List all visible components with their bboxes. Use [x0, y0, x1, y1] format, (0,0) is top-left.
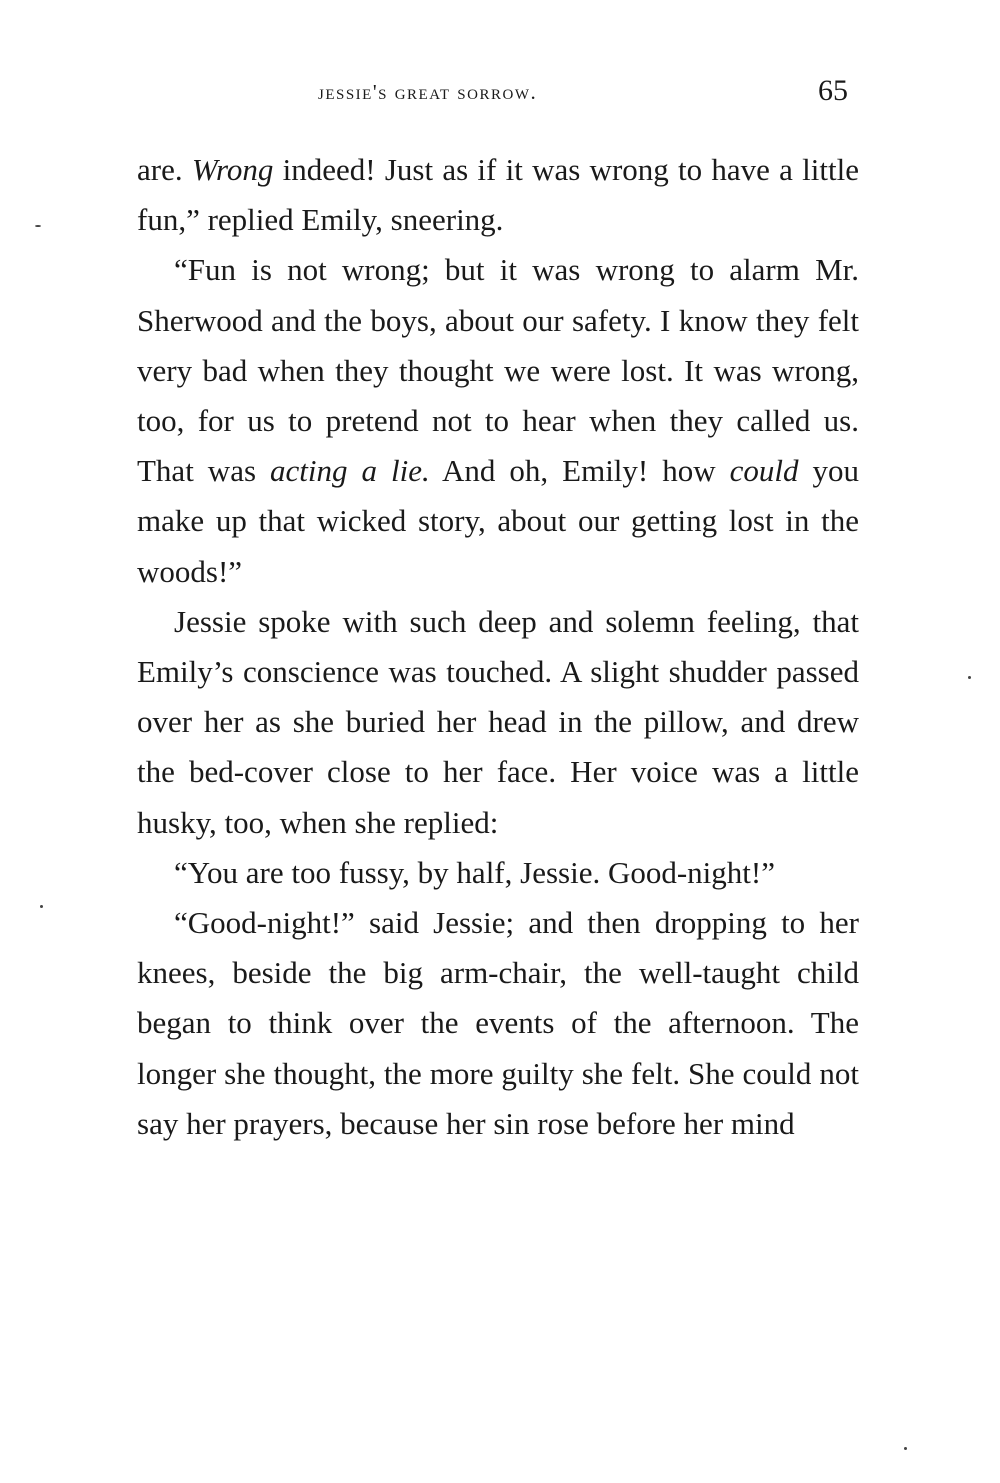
paragraph — [137, 145, 859, 245]
text-run: are. — [137, 152, 192, 187]
text-run: “Good-night!” said Jessie; and then dropping to her knees, beside the big arm-chair, the well-taught child began to think over the events of the afternoon. The longer she thought, the more guilty she felt. She could not say her prayers, because her sin rose before her mind — [137, 905, 859, 1141]
text-run: indeed! Just as if it was wrong to have a little fun,” replied Emily, sneering. — [137, 152, 859, 238]
body-text — [137, 145, 859, 1149]
text-run: “Fun is not wrong; but it was wrong to alarm Mr. Sherwood and the boys, about our safety. I know they felt very bad when they thought we were lost. It was wrong, too, for us to pretend not to hear when they called us. That was — [137, 252, 859, 489]
paragraph — [137, 848, 859, 898]
italic-run: Wrong — [191, 152, 274, 187]
paper-speck — [40, 905, 43, 908]
italic-run: acting a lie. — [270, 453, 430, 489]
paragraph — [137, 898, 859, 1149]
paragraph — [137, 245, 859, 596]
italic-run: could — [729, 453, 799, 489]
text-run: you make up that wicked story, about our getting lost in the woods!” — [137, 453, 859, 589]
paper-speck — [968, 676, 971, 679]
running-head: jessie's great sorrow. — [318, 80, 538, 104]
paper-speck — [904, 1447, 907, 1450]
text-run: “You are too fussy, by half, Jessie. Good-night!” — [174, 854, 775, 890]
paragraph — [137, 597, 859, 848]
text-run: And oh, Emily! how — [429, 453, 730, 489]
paper-speck — [35, 225, 41, 227]
page-number: 65 — [818, 74, 848, 107]
text-run: Jessie spoke with such deep and solemn feeling, that Emily’s conscience was touched. A slight shudder passed over her as she buried her head in the pillow, and drew the bed-cover close to her face. Her voice was a little husky, too, when she replied: — [137, 603, 859, 840]
